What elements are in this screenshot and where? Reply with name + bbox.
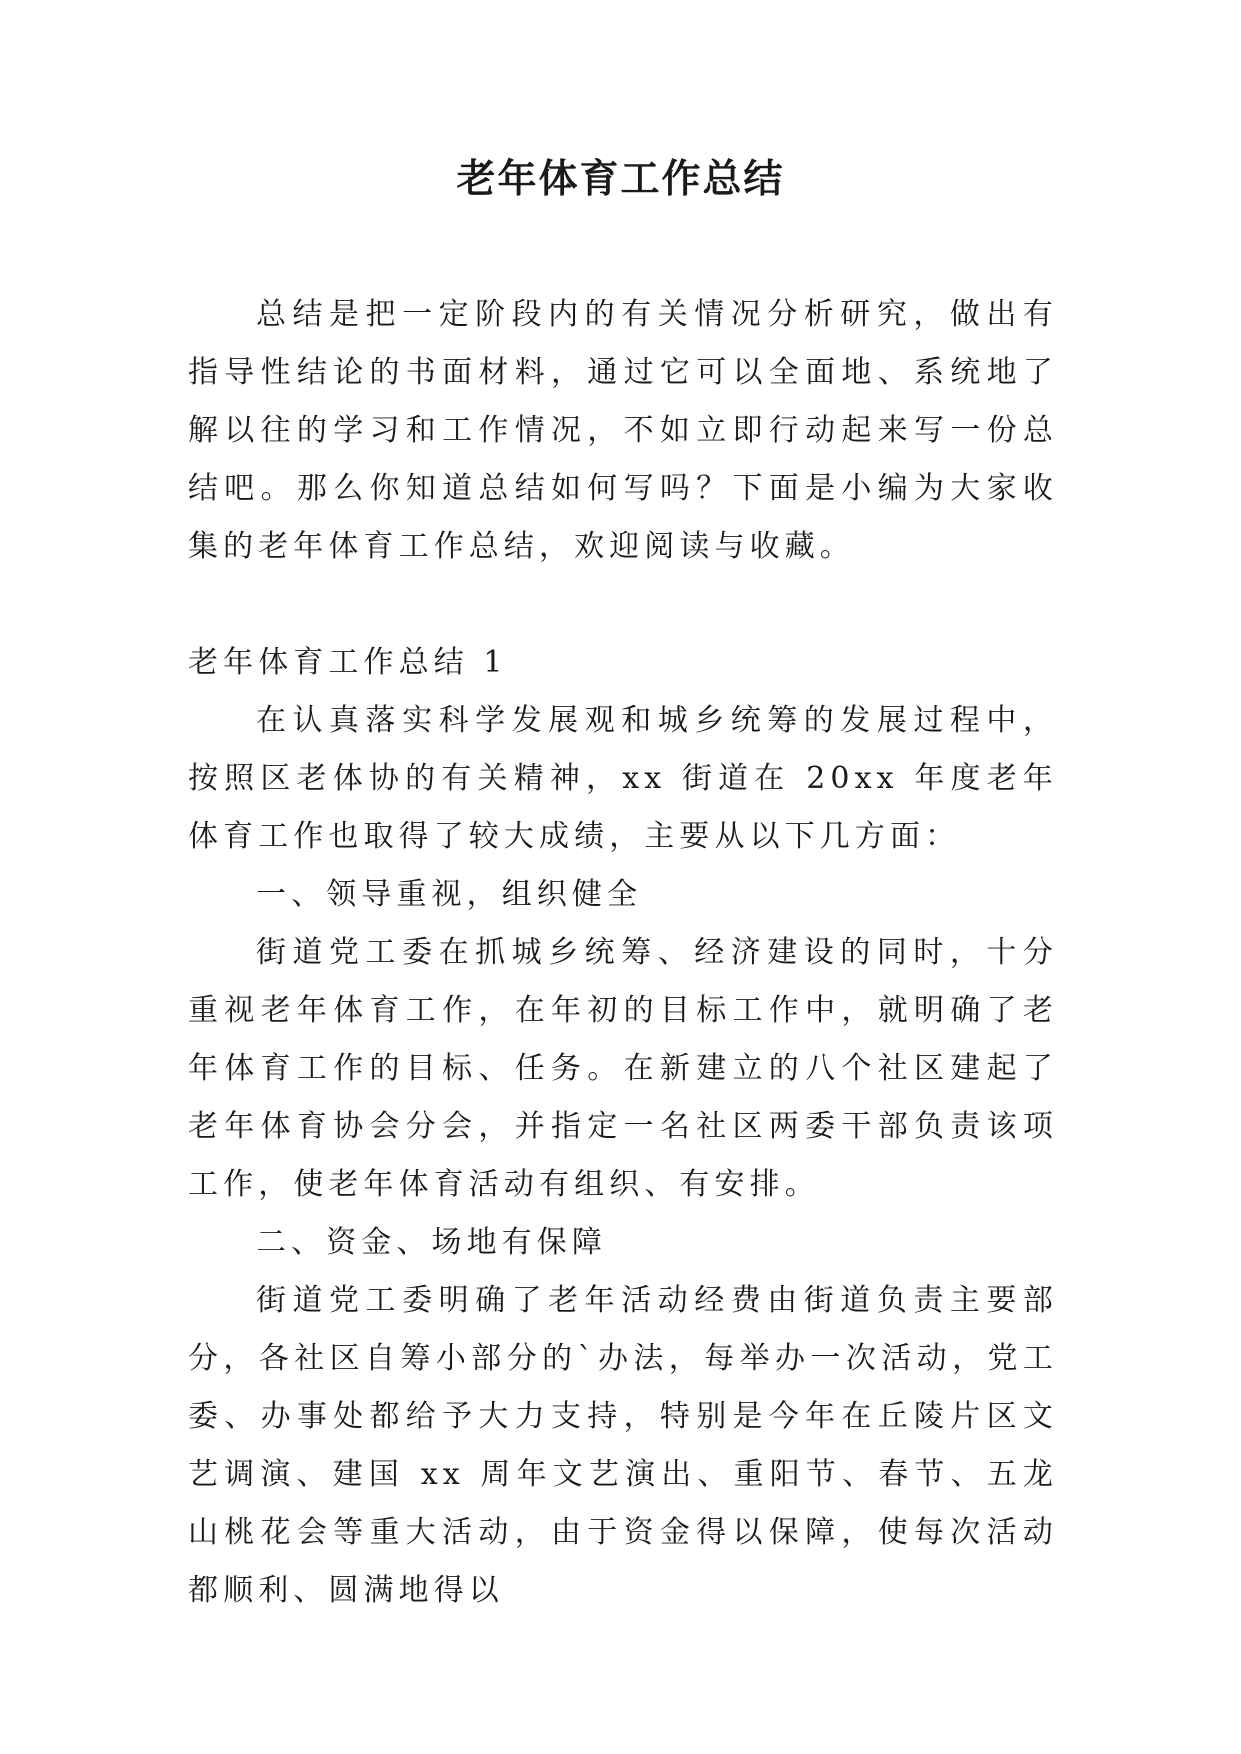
section-title: 老年体育工作总结 1 [188, 645, 508, 680]
paragraph-2: 街道党工委在抓城乡统筹、经济建设的同时，十分重视老年体育工作，在年初的目标工作中，就明确了老年体育工作的目标、任务。在新建立的八个社区建起了老年体育协会分会，并指定一名社区两委干部负责该项工作，使老年体育活动有组织、有安排。 [188, 935, 1058, 1202]
intro-paragraph: 总结是把一定阶段内的有关情况分析研究，做出有指导性结论的书面材料，通过它可以全面地、系统地了解以往的学习和工作情况，不如立即行动起来写一份总结吧。那么你知道总结如何写吗？下面是小编为大家收集的老年体育工作总结，欢迎阅读与收藏。 [188, 297, 1058, 564]
paragraph-3: 街道党工委明确了老年活动经费由街道负责主要部分，各社区自筹小部分的`办法，每举办一次活动，党工委、办事处都给予大力支持，特别是今年在丘陵片区文艺调演、建国 xx 周年文艺演出、重阳节、春节、五龙山桃花会等重大活动，由于资金得以保障，使每次活动都顺利、圆满地得以 [188, 1283, 1058, 1608]
heading-funding: 二、资金、场地有保障 [256, 1225, 607, 1260]
paragraph-1: 在认真落实科学发展观和城乡统筹的发展过程中，按照区老体协的有关精神，xx 街道在 20xx 年度老年体育工作也取得了较大成绩，主要从以下几方面： [188, 703, 1058, 854]
document-title: 老年体育工作总结 [456, 157, 785, 202]
heading-leadership: 一、领导重视，组织健全 [256, 877, 643, 912]
